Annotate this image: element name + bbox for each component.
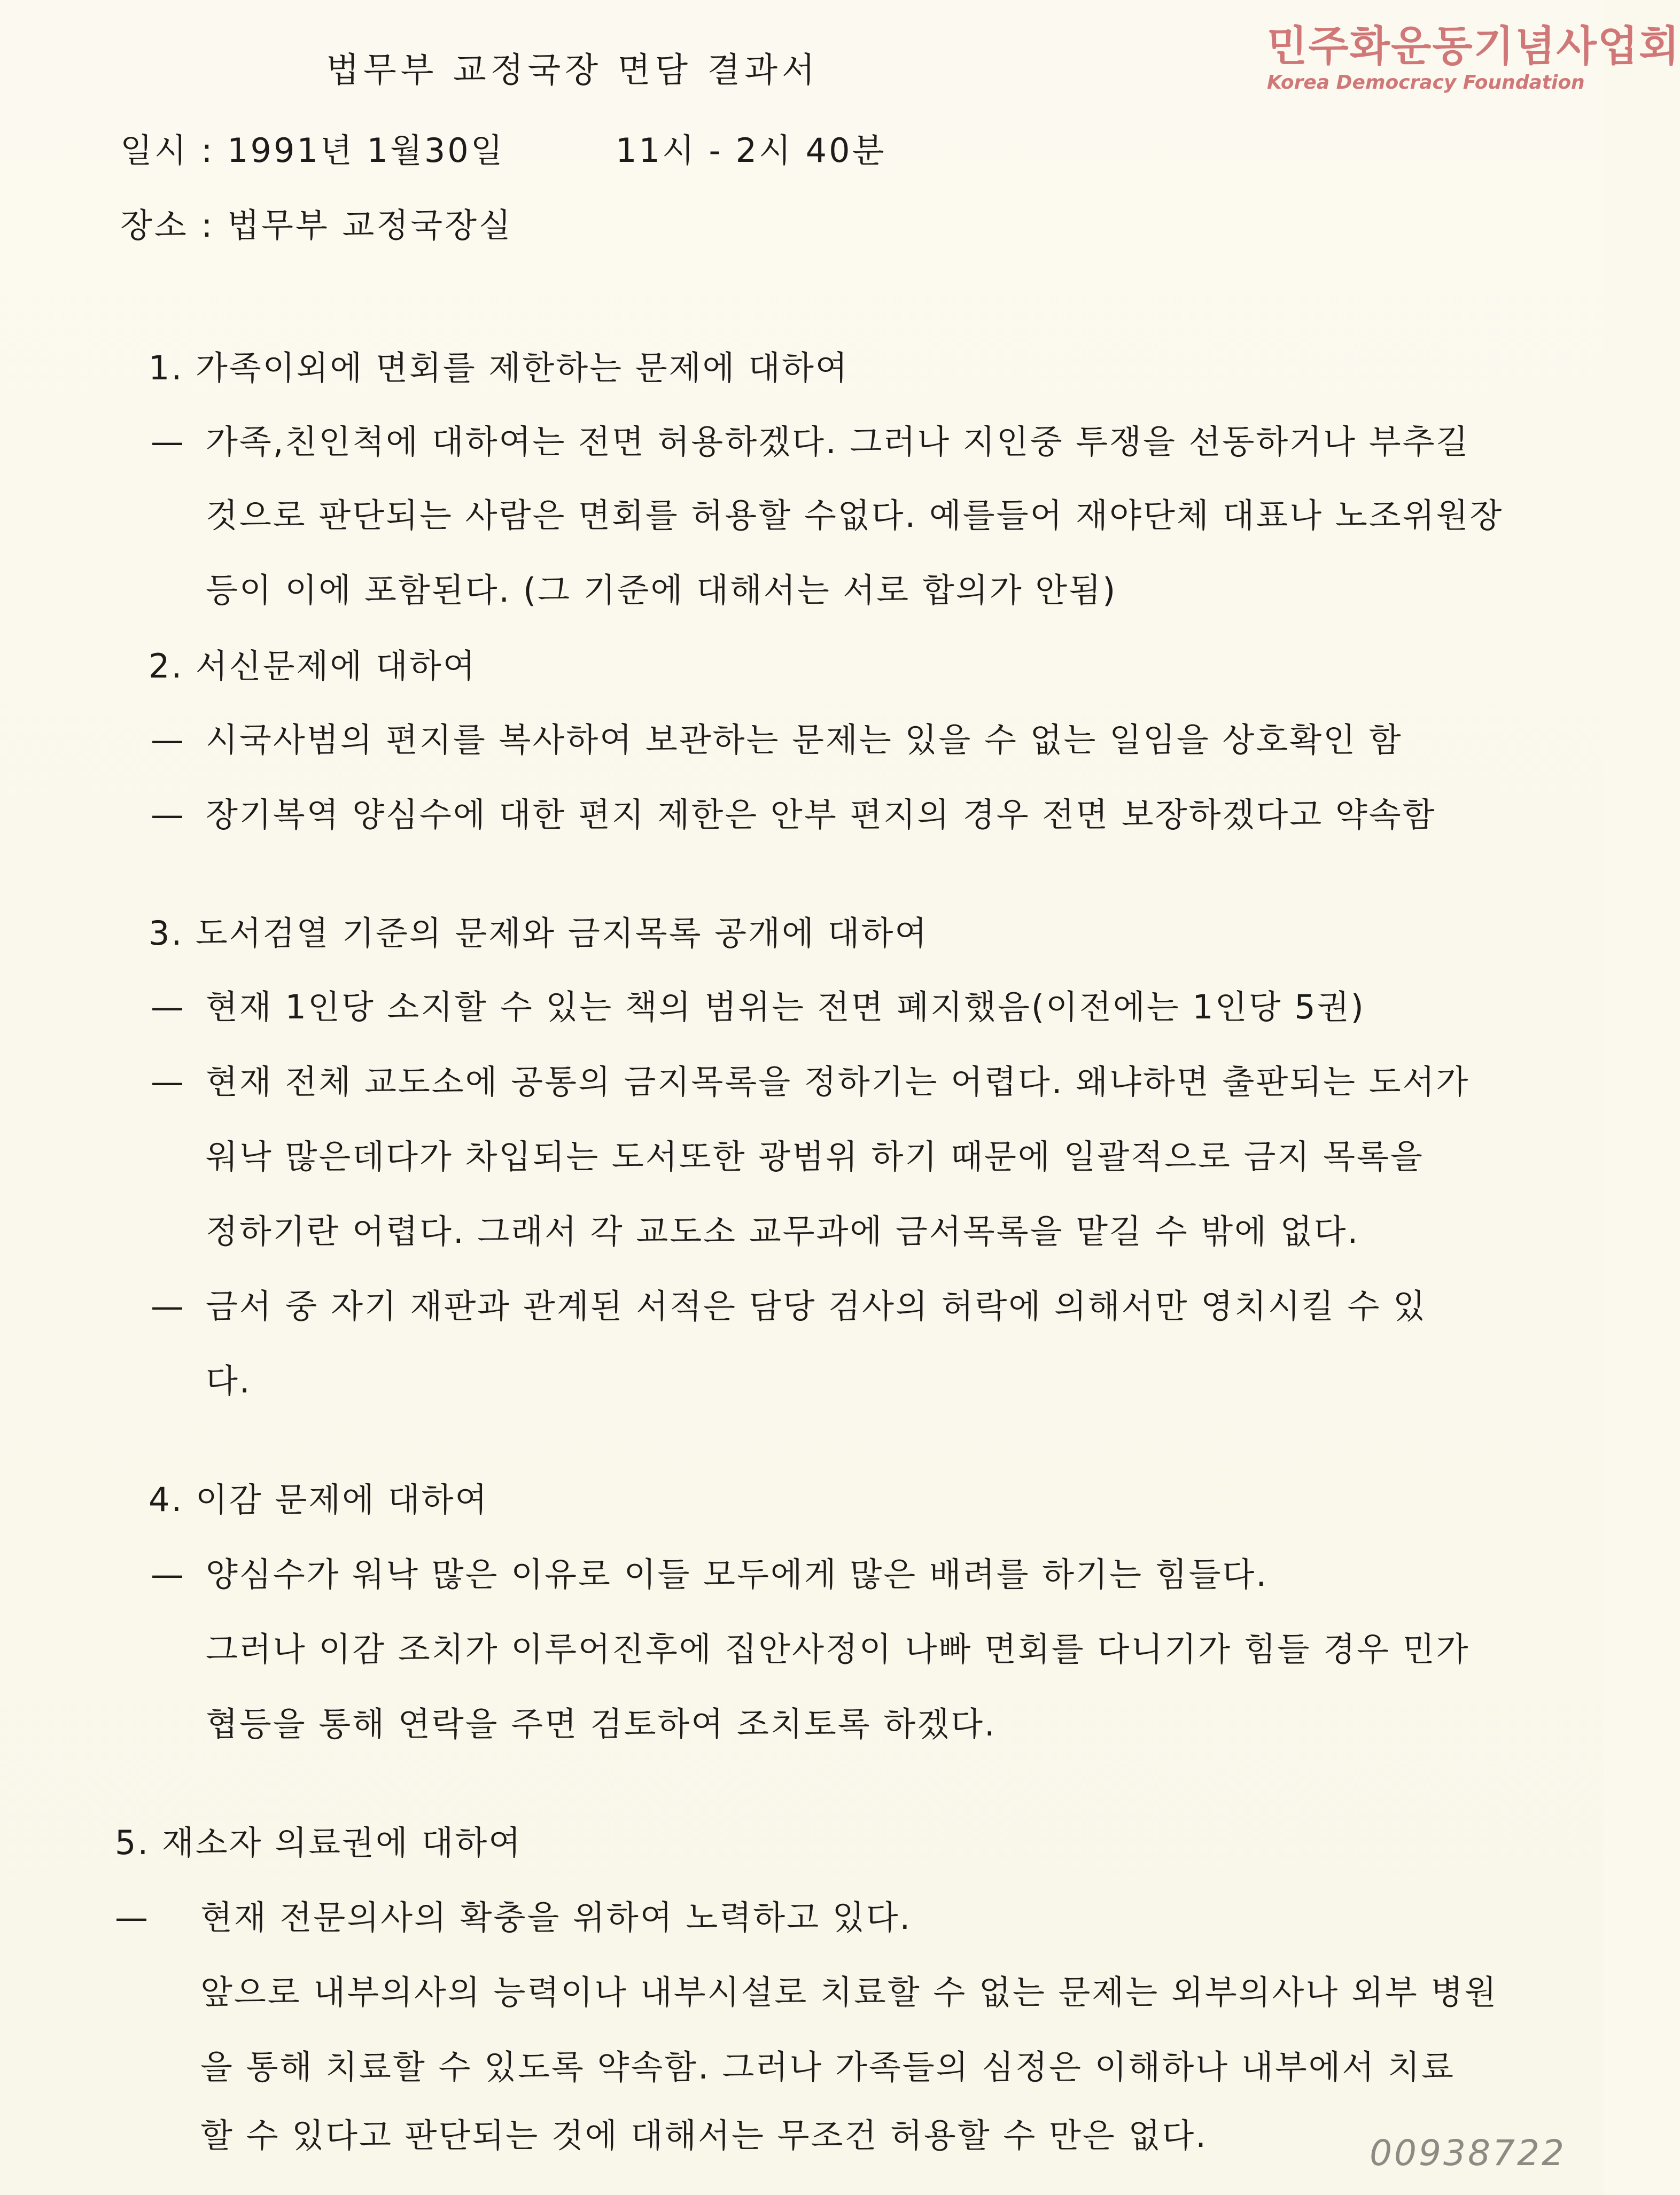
section-1-heading: 1. 가족이외에 면회를 제한하는 문제에 대하여 [149, 348, 849, 387]
dash-marker: — [151, 422, 184, 461]
dash-marker: — [151, 795, 184, 834]
meta-date-line [120, 124, 886, 172]
section-3-line: 현재 전체 교도소에 공통의 금지목록을 정하기는 어렵다. 왜냐하면 출판되는 도서가 [206, 1062, 1470, 1101]
place-label: 장소 : [120, 206, 215, 245]
section-5-heading: 5. 재소자 의료권에 대하여 [115, 1823, 523, 1862]
dash-marker: — [151, 1555, 184, 1594]
dash-marker: — [151, 987, 184, 1026]
date-label: 일시 : [120, 131, 215, 170]
section-2-line: 시국사범의 편지를 복사하여 보관하는 문제는 있을 수 없는 일임을 상호확인 함 [206, 720, 1403, 759]
document-title: 법무부 교정국장 면담 결과서 [326, 51, 819, 90]
section-1-line: 것으로 판단되는 사람은 면회를 허용할 수없다. 예를들어 재야단체 대표나 노조위원장 [206, 496, 1504, 535]
time-value: 11시 - 2시 40분 [616, 131, 886, 170]
section-3-line: 워낙 많은데다가 차입되는 도서또한 광범위 하기 때문에 일괄적으로 금지 목록을 [206, 1137, 1424, 1176]
dash-marker: — [151, 720, 184, 759]
dash-marker: — [151, 1287, 184, 1326]
section-3-line: 정하기란 어렵다. 그래서 각 교도소 교무과에 금서목록을 맡길 수 밖에 없다. [206, 1212, 1360, 1251]
section-3-heading: 3. 도서검열 기준의 문제와 금지목록 공개에 대하여 [149, 914, 929, 953]
section-4-line: 협등을 통해 연락을 주면 검토하여 조치토록 하겠다. [206, 1704, 997, 1743]
section-1-line: 등이 이에 포함된다. (그 기준에 대해서는 서로 합의가 안됨) [206, 571, 1117, 610]
dash-marker: — [115, 1898, 148, 1937]
section-4-line: 그러나 이감 조치가 이루어진후에 집안사정이 나빠 면회를 다니기가 힘들 경우 민가 [206, 1630, 1470, 1669]
section-5-line: 할 수 있다고 판단되는 것에 대해서는 무조건 허용할 수 만은 없다. [200, 2116, 1208, 2155]
meta-place-line [120, 199, 513, 246]
section-2-heading: 2. 서신문제에 대하여 [149, 647, 477, 686]
section-1-line: 가족,친인척에 대하여는 전면 허용하겠다. 그러나 지인중 투쟁을 선동하거나 부추길 [206, 422, 1470, 461]
section-4-heading: 4. 이감 문제에 대하여 [149, 1480, 489, 1519]
watermark-korean: 민주화운동기념사업회 [1267, 22, 1680, 71]
section-3-line: 다. [206, 1361, 252, 1400]
dash-marker: — [151, 1062, 184, 1101]
section-3-line: 현재 1인당 소지할 수 있는 책의 범위는 전면 폐지했음(이전에는 1인당 5권) [206, 987, 1365, 1026]
place-value: 법무부 교정국장실 [227, 206, 513, 245]
section-5-line: 현재 전문의사의 확충을 위하여 노력하고 있다. [200, 1898, 912, 1937]
section-5-line: 앞으로 내부의사의 능력이나 내부시설로 치료할 수 없는 문제는 외부의사나 외부 병원 [200, 1973, 1498, 2012]
section-5-line: 을 통해 치료할 수 있도록 약속함. 그러나 가족들의 심정은 이해하나 내부에서 치료 [200, 2048, 1455, 2087]
watermark-english: Korea Democracy Foundation [1267, 72, 1585, 94]
document-number: 00938722 [1370, 2132, 1566, 2174]
foundation-watermark [1267, 22, 1680, 94]
section-4-line: 양심수가 워낙 많은 이유로 이들 모두에게 많은 배려를 하기는 힘들다. [206, 1555, 1269, 1594]
section-3-line: 금서 중 자기 재판과 관계된 서적은 담당 검사의 허락에 의해서만 영치시킬 수 있 [206, 1287, 1427, 1326]
section-2-line: 장기복역 양심수에 대한 편지 제한은 안부 편지의 경우 전면 보장하겠다고 약속함 [206, 795, 1436, 834]
date-value: 1991년 1월30일 [227, 131, 505, 170]
